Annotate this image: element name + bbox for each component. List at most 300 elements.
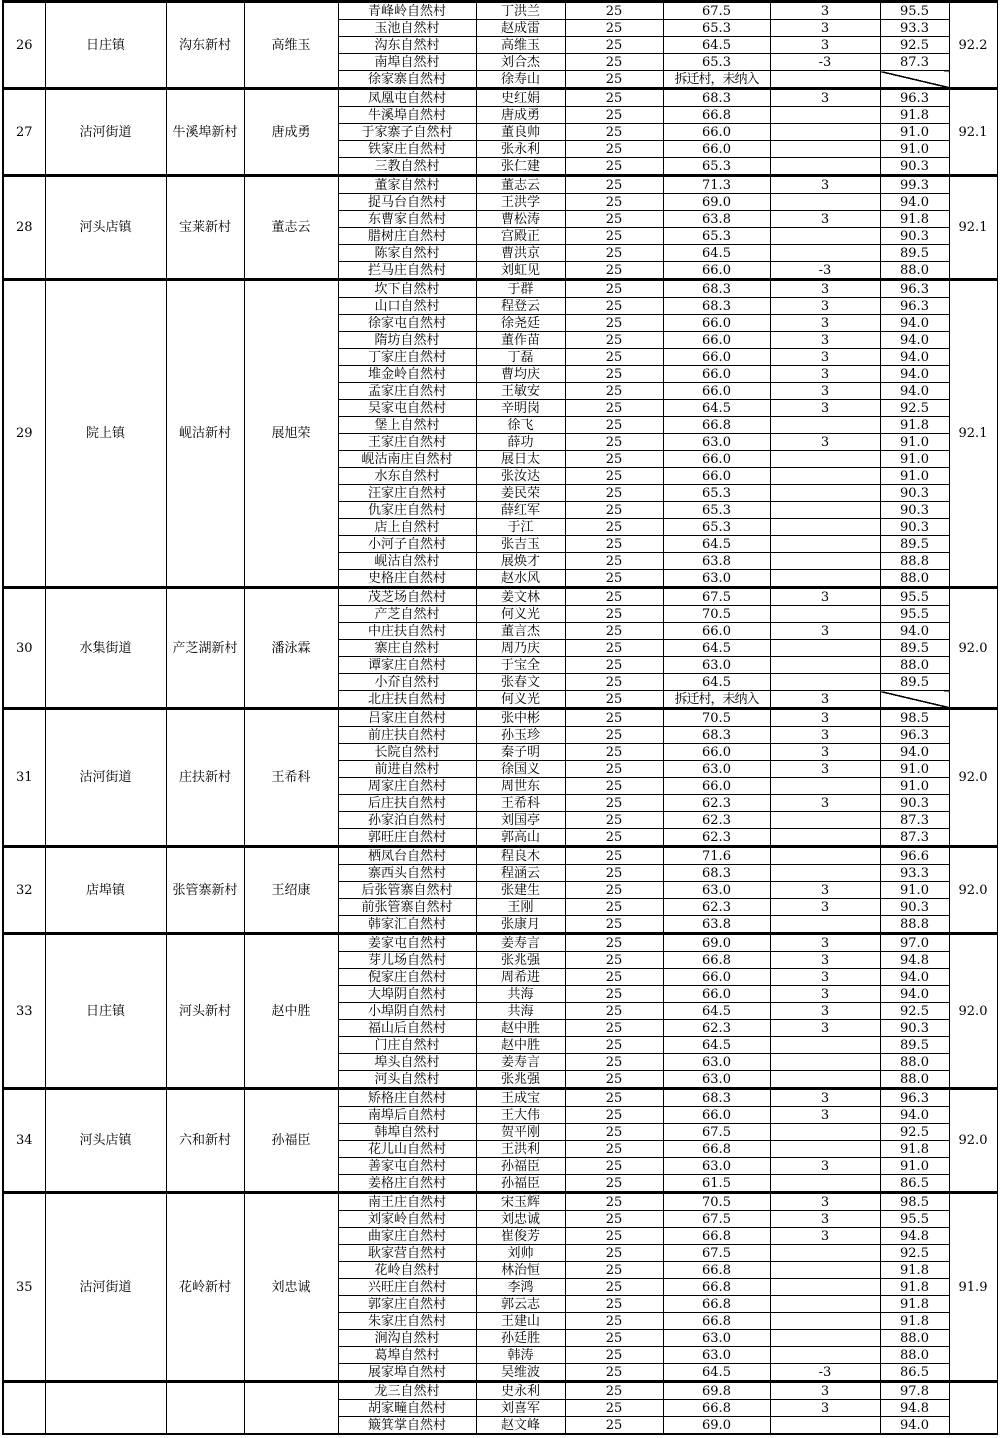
base-score-cell: 25 xyxy=(565,1175,663,1193)
responsible-person-cell: 王敏安 xyxy=(476,383,565,400)
base-score-cell: 25 xyxy=(565,107,663,124)
town-cell: 院上镇 xyxy=(45,280,166,588)
natural-village-cell: 埠头自然村 xyxy=(338,1054,476,1071)
responsible-person-cell: 宋玉辉 xyxy=(476,1193,565,1211)
score-cell: 66.0 xyxy=(663,262,770,280)
responsible-person-cell: 姜民荣 xyxy=(476,485,565,502)
subtotal-cell: 94.8 xyxy=(880,1400,949,1417)
town-cell xyxy=(45,1382,166,1435)
base-score-cell: 25 xyxy=(565,468,663,485)
natural-village-cell: 陈家自然村 xyxy=(338,245,476,262)
base-score-cell: 25 xyxy=(565,795,663,812)
score-cell: 63.0 xyxy=(663,434,770,451)
bonus-cell xyxy=(770,1313,880,1330)
score-cell: 65.3 xyxy=(663,54,770,71)
group-number-cell xyxy=(3,1382,45,1435)
responsible-person-cell: 张吉玉 xyxy=(476,536,565,553)
score-cell: 66.8 xyxy=(663,107,770,124)
subtotal-cell: 91.8 xyxy=(880,1141,949,1158)
score-cell: 64.5 xyxy=(663,640,770,657)
responsible-person-cell: 郭高山 xyxy=(476,829,565,847)
subtotal-cell: 90.3 xyxy=(880,485,949,502)
subtotal-cell: 90.3 xyxy=(880,795,949,812)
town-cell: 沽河街道 xyxy=(45,89,166,176)
base-score-cell: 25 xyxy=(565,778,663,795)
group-first-row xyxy=(3,588,997,606)
base-score-cell: 25 xyxy=(565,245,663,262)
natural-village-cell: 中庄扶自然村 xyxy=(338,623,476,640)
subtotal-cell: 94.0 xyxy=(880,315,949,332)
bonus-cell: 3 xyxy=(770,899,880,916)
base-score-cell: 25 xyxy=(565,400,663,417)
responsible-person-cell: 姜寿言 xyxy=(476,934,565,952)
natural-village-cell: 展家埠自然村 xyxy=(338,1364,476,1382)
score-cell: 66.0 xyxy=(663,383,770,400)
bonus-cell xyxy=(770,812,880,829)
natural-village-cell: 牛溪埠自然村 xyxy=(338,107,476,124)
score-cell: 71.6 xyxy=(663,847,770,865)
score-cell: 63.0 xyxy=(663,1054,770,1071)
subtotal-cell: 91.0 xyxy=(880,451,949,468)
score-cell: 63.0 xyxy=(663,882,770,899)
leader-cell xyxy=(244,1382,338,1435)
subtotal-cell: 96.3 xyxy=(880,280,949,298)
base-score-cell: 25 xyxy=(565,332,663,349)
bonus-cell: -3 xyxy=(770,262,880,280)
base-score-cell: 25 xyxy=(565,89,663,107)
responsible-person-cell: 曹洪京 xyxy=(476,245,565,262)
responsible-person-cell: 韩涛 xyxy=(476,1347,565,1364)
bonus-cell xyxy=(770,1175,880,1193)
base-score-cell: 25 xyxy=(565,262,663,280)
leader-cell: 高维玉 xyxy=(244,2,338,89)
subtotal-cell: 94.0 xyxy=(880,332,949,349)
bonus-cell xyxy=(770,916,880,934)
responsible-person-cell: 秦子明 xyxy=(476,744,565,761)
new-village-cell: 产芝湖新村 xyxy=(166,588,244,709)
natural-village-cell: 大埠阴自然村 xyxy=(338,986,476,1003)
responsible-person-cell: 姜文林 xyxy=(476,588,565,606)
score-cell: 68.3 xyxy=(663,1089,770,1107)
base-score-cell: 25 xyxy=(565,1364,663,1382)
natural-village-cell: 寨庄自然村 xyxy=(338,640,476,657)
bonus-cell: 3 xyxy=(770,211,880,228)
base-score-cell: 25 xyxy=(565,315,663,332)
natural-village-cell: 腊树庄自然村 xyxy=(338,228,476,245)
score-cell: 65.3 xyxy=(663,20,770,37)
score-cell: 66.8 xyxy=(663,1262,770,1279)
base-score-cell: 25 xyxy=(565,1245,663,1262)
new-village-cell: 花岭新村 xyxy=(166,1193,244,1382)
score-cell: 66.0 xyxy=(663,468,770,485)
base-score-cell: 25 xyxy=(565,727,663,744)
score-cell: 66.0 xyxy=(663,141,770,158)
responsible-person-cell: 董良帅 xyxy=(476,124,565,141)
new-village-cell xyxy=(166,1382,244,1435)
responsible-person-cell: 刘国亭 xyxy=(476,812,565,829)
bonus-cell xyxy=(770,468,880,485)
bonus-cell xyxy=(770,829,880,847)
bonus-cell: 3 xyxy=(770,37,880,54)
score-cell: 63.0 xyxy=(663,1347,770,1364)
score-cell: 65.3 xyxy=(663,158,770,176)
responsible-person-cell: 张春文 xyxy=(476,674,565,691)
responsible-person-cell: 王洪利 xyxy=(476,1141,565,1158)
base-score-cell: 25 xyxy=(565,1003,663,1020)
bonus-cell xyxy=(770,228,880,245)
bonus-cell xyxy=(770,606,880,623)
score-cell: 拆迁村，未纳入 xyxy=(663,691,770,709)
subtotal-cell: 89.5 xyxy=(880,640,949,657)
score-cell: 63.0 xyxy=(663,1158,770,1175)
bonus-cell xyxy=(770,71,880,89)
responsible-person-cell: 王洪学 xyxy=(476,194,565,211)
natural-village-cell: 水东自然村 xyxy=(338,468,476,485)
subtotal-cell: 95.5 xyxy=(880,2,949,20)
natural-village-cell: 朱家庄自然村 xyxy=(338,1313,476,1330)
subtotal-cell: 95.5 xyxy=(880,606,949,623)
responsible-person-cell: 程涵云 xyxy=(476,865,565,882)
natural-village-cell: 小夼自然村 xyxy=(338,674,476,691)
natural-village-cell: 产芝自然村 xyxy=(338,606,476,623)
natural-village-cell: 芽儿场自然村 xyxy=(338,952,476,969)
base-score-cell: 25 xyxy=(565,417,663,434)
bonus-cell xyxy=(770,778,880,795)
base-score-cell: 25 xyxy=(565,812,663,829)
subtotal-cell: 91.8 xyxy=(880,107,949,124)
responsible-person-cell: 宫殿正 xyxy=(476,228,565,245)
new-village-cell: 张管寨新村 xyxy=(166,847,244,934)
responsible-person-cell: 于江 xyxy=(476,519,565,536)
bonus-cell: 3 xyxy=(770,2,880,20)
subtotal-cell: 87.3 xyxy=(880,829,949,847)
bonus-cell xyxy=(770,640,880,657)
base-score-cell: 25 xyxy=(565,1158,663,1175)
base-score-cell: 25 xyxy=(565,1037,663,1054)
natural-village-cell: 徐家寨自然村 xyxy=(338,71,476,89)
bonus-cell xyxy=(770,107,880,124)
bonus-cell: 3 xyxy=(770,623,880,640)
natural-village-cell: 周家庄自然村 xyxy=(338,778,476,795)
bonus-cell xyxy=(770,536,880,553)
base-score-cell: 25 xyxy=(565,349,663,366)
score-cell: 66.8 xyxy=(663,1228,770,1245)
base-score-cell: 25 xyxy=(565,969,663,986)
subtotal-cell: 96.3 xyxy=(880,727,949,744)
responsible-person-cell: 张仁建 xyxy=(476,158,565,176)
natural-village-cell: 拦马庄自然村 xyxy=(338,262,476,280)
score-cell: 64.5 xyxy=(663,1364,770,1382)
group-first-row xyxy=(3,280,997,298)
natural-village-cell: 簸箕掌自然村 xyxy=(338,1417,476,1435)
score-cell: 70.5 xyxy=(663,1193,770,1211)
group-total-cell: 92.0 xyxy=(949,934,997,1089)
subtotal-cell: 88.8 xyxy=(880,553,949,570)
responsible-person-cell: 王大伟 xyxy=(476,1107,565,1124)
natural-village-cell: 茂芝场自然村 xyxy=(338,588,476,606)
responsible-person-cell: 程良木 xyxy=(476,847,565,865)
base-score-cell: 25 xyxy=(565,211,663,228)
new-village-cell: 牛溪埠新村 xyxy=(166,89,244,176)
score-cell: 62.3 xyxy=(663,1020,770,1037)
responsible-person-cell: 张建生 xyxy=(476,882,565,899)
subtotal-cell: 88.0 xyxy=(880,262,949,280)
town-cell: 店埠镇 xyxy=(45,847,166,934)
score-cell: 69.0 xyxy=(663,194,770,211)
score-cell: 63.0 xyxy=(663,761,770,778)
responsible-person-cell: 于群 xyxy=(476,280,565,298)
responsible-person-cell: 薛功 xyxy=(476,434,565,451)
score-cell: 64.5 xyxy=(663,1037,770,1054)
natural-village-cell: 曲家庄自然村 xyxy=(338,1228,476,1245)
responsible-person-cell: 薛红军 xyxy=(476,502,565,519)
natural-village-cell: 胡家疃自然村 xyxy=(338,1400,476,1417)
score-cell: 66.8 xyxy=(663,1141,770,1158)
subtotal-cell: 91.0 xyxy=(880,468,949,485)
responsible-person-cell: 刘喜军 xyxy=(476,1400,565,1417)
base-score-cell: 25 xyxy=(565,674,663,691)
score-cell: 66.0 xyxy=(663,332,770,349)
town-cell: 沽河街道 xyxy=(45,1193,166,1382)
responsible-person-cell: 展日太 xyxy=(476,451,565,468)
responsible-person-cell: 吴维波 xyxy=(476,1364,565,1382)
score-cell: 66.0 xyxy=(663,969,770,986)
subtotal-cell: 91.8 xyxy=(880,417,949,434)
group-total-cell: 92.2 xyxy=(949,2,997,89)
group-total-cell: 92.0 xyxy=(949,1089,997,1193)
bonus-cell: 3 xyxy=(770,952,880,969)
responsible-person-cell: 姜寿言 xyxy=(476,1054,565,1071)
base-score-cell: 25 xyxy=(565,829,663,847)
base-score-cell: 25 xyxy=(565,1279,663,1296)
responsible-person-cell: 董作苗 xyxy=(476,332,565,349)
bonus-cell: 3 xyxy=(770,1193,880,1211)
bonus-cell: 3 xyxy=(770,383,880,400)
group-total-cell: 92.0 xyxy=(949,847,997,934)
responsible-person-cell: 共海 xyxy=(476,986,565,1003)
leader-cell: 刘忠诚 xyxy=(244,1193,338,1382)
score-cell: 66.8 xyxy=(663,1296,770,1313)
town-cell: 河头店镇 xyxy=(45,1089,166,1193)
base-score-cell: 25 xyxy=(565,640,663,657)
score-cell: 66.8 xyxy=(663,952,770,969)
group-first-row xyxy=(3,176,997,194)
bonus-cell xyxy=(770,865,880,882)
natural-village-cell: 堆金岭自然村 xyxy=(338,366,476,383)
bonus-cell xyxy=(770,1141,880,1158)
bonus-cell: 3 xyxy=(770,400,880,417)
bonus-cell xyxy=(770,124,880,141)
subtotal-cell: 91.0 xyxy=(880,882,949,899)
subtotal-cell: 95.5 xyxy=(880,1211,949,1228)
group-number-cell: 28 xyxy=(3,176,45,280)
bonus-cell: -3 xyxy=(770,54,880,71)
natural-village-cell: 郭旺庄自然村 xyxy=(338,829,476,847)
score-cell: 66.8 xyxy=(663,1400,770,1417)
bonus-cell xyxy=(770,417,880,434)
base-score-cell: 25 xyxy=(565,952,663,969)
subtotal-cell: 92.5 xyxy=(880,1124,949,1141)
subtotal-cell: 92.5 xyxy=(880,1003,949,1020)
leader-cell: 潘泳霖 xyxy=(244,588,338,709)
natural-village-cell: 南埠后自然村 xyxy=(338,1107,476,1124)
town-cell: 河头店镇 xyxy=(45,176,166,280)
subtotal-cell: 88.0 xyxy=(880,1330,949,1347)
natural-village-cell: 董家自然村 xyxy=(338,176,476,194)
base-score-cell: 25 xyxy=(565,899,663,916)
score-cell: 64.5 xyxy=(663,245,770,262)
subtotal-cell: 87.3 xyxy=(880,812,949,829)
natural-village-cell: 岘沽南庄自然村 xyxy=(338,451,476,468)
subtotal-cell: 97.0 xyxy=(880,934,949,952)
natural-village-cell: 徐家屯自然村 xyxy=(338,315,476,332)
subtotal-cell: 94.0 xyxy=(880,969,949,986)
natural-village-cell: 倪家庄自然村 xyxy=(338,969,476,986)
responsible-person-cell: 张汝达 xyxy=(476,468,565,485)
natural-village-cell: 南埠自然村 xyxy=(338,54,476,71)
subtotal-cell: 99.3 xyxy=(880,176,949,194)
base-score-cell: 25 xyxy=(565,570,663,588)
natural-village-cell: 坎下自然村 xyxy=(338,280,476,298)
base-score-cell: 25 xyxy=(565,228,663,245)
score-cell: 65.3 xyxy=(663,228,770,245)
score-cell: 65.3 xyxy=(663,519,770,536)
score-cell: 71.3 xyxy=(663,176,770,194)
bonus-cell xyxy=(770,158,880,176)
group-first-row xyxy=(3,1382,997,1400)
group-number-cell: 31 xyxy=(3,709,45,847)
responsible-person-cell: 唐成勇 xyxy=(476,107,565,124)
base-score-cell: 25 xyxy=(565,519,663,536)
natural-village-cell: 吴家屯自然村 xyxy=(338,400,476,417)
responsible-person-cell: 史红娟 xyxy=(476,89,565,107)
natural-village-cell: 东曹家自然村 xyxy=(338,211,476,228)
leader-cell: 王绍康 xyxy=(244,847,338,934)
base-score-cell: 25 xyxy=(565,1211,663,1228)
score-cell: 66.0 xyxy=(663,778,770,795)
group-total-cell: 92.1 xyxy=(949,176,997,280)
base-score-cell: 25 xyxy=(565,1228,663,1245)
score-cell: 68.3 xyxy=(663,89,770,107)
base-score-cell: 25 xyxy=(565,1124,663,1141)
score-cell: 63.0 xyxy=(663,657,770,674)
subtotal-cell: 94.0 xyxy=(880,744,949,761)
base-score-cell: 25 xyxy=(565,1089,663,1107)
responsible-person-cell: 史永利 xyxy=(476,1382,565,1400)
responsible-person-cell: 徐国义 xyxy=(476,761,565,778)
subtotal-cell: 91.8 xyxy=(880,1279,949,1296)
score-cell: 62.3 xyxy=(663,812,770,829)
score-cell: 68.3 xyxy=(663,280,770,298)
subtotal-cell xyxy=(880,691,949,709)
natural-village-cell: 门庄自然村 xyxy=(338,1037,476,1054)
responsible-person-cell: 李鸿 xyxy=(476,1279,565,1296)
subtotal-cell: 97.8 xyxy=(880,1382,949,1400)
score-cell: 64.5 xyxy=(663,1003,770,1020)
responsible-person-cell: 展焕才 xyxy=(476,553,565,570)
score-cell: 64.5 xyxy=(663,536,770,553)
new-village-cell: 沟东新村 xyxy=(166,2,244,89)
responsible-person-cell: 赵成雷 xyxy=(476,20,565,37)
natural-village-cell: 小河子自然村 xyxy=(338,536,476,553)
natural-village-cell: 福山后自然村 xyxy=(338,1020,476,1037)
subtotal-cell: 92.5 xyxy=(880,400,949,417)
base-score-cell: 25 xyxy=(565,485,663,502)
score-cell: 69.8 xyxy=(663,1382,770,1400)
score-cell: 67.5 xyxy=(663,1245,770,1262)
base-score-cell: 25 xyxy=(565,1020,663,1037)
natural-village-cell: 吕家庄自然村 xyxy=(338,709,476,727)
natural-village-cell: 山口自然村 xyxy=(338,298,476,315)
responsible-person-cell: 王成宝 xyxy=(476,1089,565,1107)
base-score-cell: 25 xyxy=(565,1054,663,1071)
responsible-person-cell: 高维玉 xyxy=(476,37,565,54)
responsible-person-cell: 刘忠诚 xyxy=(476,1211,565,1228)
new-village-cell: 庄扶新村 xyxy=(166,709,244,847)
score-cell: 63.0 xyxy=(663,1071,770,1089)
subtotal-cell: 88.0 xyxy=(880,1071,949,1089)
natural-village-cell: 后张管寨自然村 xyxy=(338,882,476,899)
bonus-cell: 3 xyxy=(770,332,880,349)
natural-village-cell: 三教自然村 xyxy=(338,158,476,176)
score-cell: 67.5 xyxy=(663,1211,770,1228)
group-first-row xyxy=(3,934,997,952)
responsible-person-cell: 何义光 xyxy=(476,691,565,709)
base-score-cell: 25 xyxy=(565,124,663,141)
score-cell: 62.3 xyxy=(663,829,770,847)
base-score-cell: 25 xyxy=(565,1107,663,1124)
new-village-cell: 宝莱新村 xyxy=(166,176,244,280)
group-number-cell: 27 xyxy=(3,89,45,176)
subtotal-cell: 88.0 xyxy=(880,570,949,588)
natural-village-cell: 岘沽自然村 xyxy=(338,553,476,570)
subtotal-cell: 86.5 xyxy=(880,1364,949,1382)
town-cell: 沽河街道 xyxy=(45,709,166,847)
natural-village-cell: 凤凰屯自然村 xyxy=(338,89,476,107)
bonus-cell: 3 xyxy=(770,280,880,298)
group-number-cell: 26 xyxy=(3,2,45,89)
natural-village-cell: 龙三自然村 xyxy=(338,1382,476,1400)
score-cell: 66.8 xyxy=(663,1313,770,1330)
bonus-cell xyxy=(770,1054,880,1071)
natural-village-cell: 河头自然村 xyxy=(338,1071,476,1089)
subtotal-cell: 91.8 xyxy=(880,1296,949,1313)
natural-village-cell: 孟家庄自然村 xyxy=(338,383,476,400)
bonus-cell xyxy=(770,1245,880,1262)
new-village-cell: 六和新村 xyxy=(166,1089,244,1193)
responsible-person-cell: 赵中胜 xyxy=(476,1020,565,1037)
group-number-cell: 30 xyxy=(3,588,45,709)
bonus-cell: 3 xyxy=(770,986,880,1003)
natural-village-cell: 刘家岭自然村 xyxy=(338,1211,476,1228)
subtotal-cell: 89.5 xyxy=(880,674,949,691)
bonus-cell: 3 xyxy=(770,744,880,761)
bonus-cell: 3 xyxy=(770,934,880,952)
bonus-cell: 3 xyxy=(770,1020,880,1037)
natural-village-cell: 善家屯自然村 xyxy=(338,1158,476,1175)
subtotal-cell: 90.3 xyxy=(880,1020,949,1037)
subtotal-cell: 88.8 xyxy=(880,916,949,934)
natural-village-cell: 铁家庄自然村 xyxy=(338,141,476,158)
base-score-cell: 25 xyxy=(565,1296,663,1313)
leader-cell: 王希科 xyxy=(244,709,338,847)
base-score-cell: 25 xyxy=(565,588,663,606)
base-score-cell: 25 xyxy=(565,691,663,709)
score-cell: 63.8 xyxy=(663,211,770,228)
natural-village-cell: 矫格庄自然村 xyxy=(338,1089,476,1107)
leader-cell: 唐成勇 xyxy=(244,89,338,176)
leader-cell: 赵中胜 xyxy=(244,934,338,1089)
